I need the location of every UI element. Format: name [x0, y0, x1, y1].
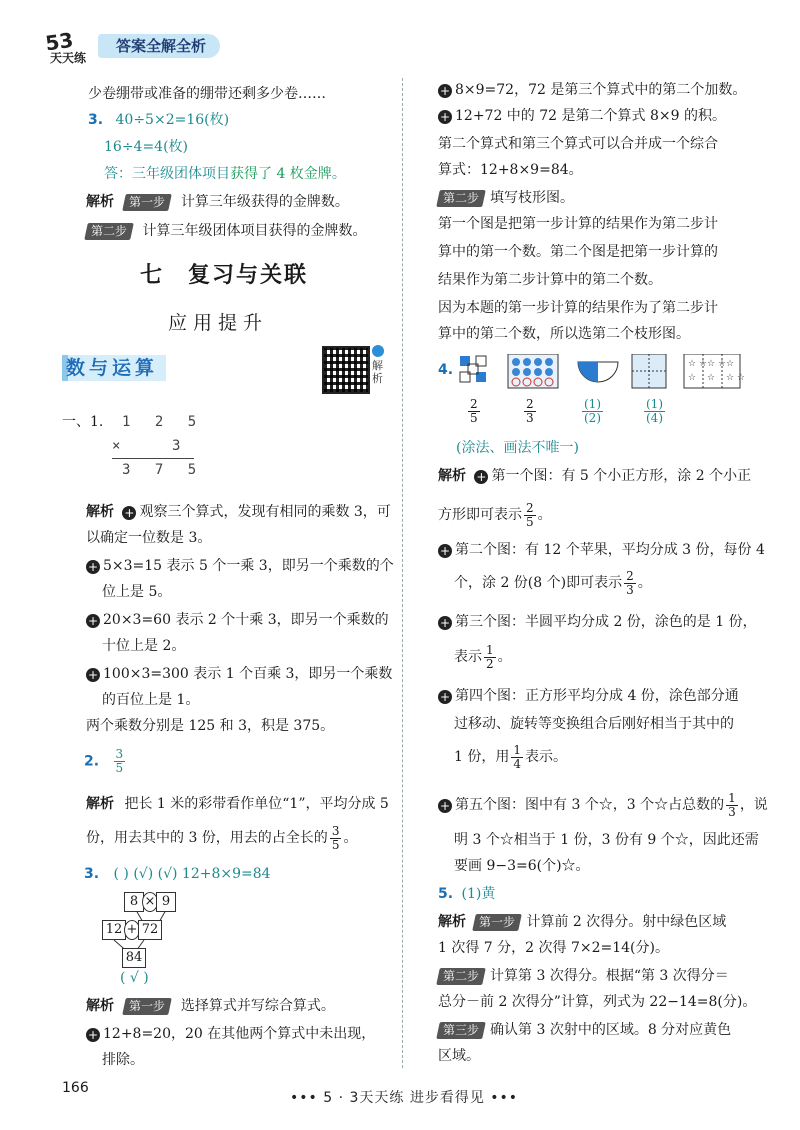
analysis-3: 解析 第一步 选择算式并写综合算式。: [86, 998, 335, 1014]
text-line: 1 次得 7 分，2 次得 7×2=14(分)。: [438, 940, 669, 956]
bullet-icon: +: [439, 616, 451, 630]
svg-text:☆ ☆: ☆ ☆: [707, 359, 726, 369]
analysis-step-2: 第二步 计算三年级团体项目获得的金牌数。: [86, 221, 366, 241]
problem-number: 一、1.: [62, 414, 104, 430]
analysis-bullet: + 8×9=72，72 是第三个算式中的第二个加数。: [439, 82, 747, 98]
q4-note: (涂法、画法不唯一): [456, 440, 579, 456]
answer-equation: 16÷4=4(枚): [104, 139, 189, 155]
text-line: 总分－前 2 次得分”计算，列式为 22−14=8(分)。: [438, 994, 757, 1010]
analysis-2: 解析 把长 1 米的彩带看作单位“1”，平均分成 5: [86, 796, 389, 812]
chapter-subtitle: 应用提升: [168, 312, 269, 334]
text-line: 第二个算式和第三个算式可以合并成一个综合: [438, 136, 718, 152]
question-3b: 3. ( ) (√) (√) 12+8×9=84: [84, 866, 271, 882]
text-line: 因为本题的第一步计算的结果作为了第二步计: [438, 300, 718, 316]
tree-check: ( √ ): [120, 970, 149, 986]
text-line: 两个乘数分别是 125 和 3，积是 375。: [86, 718, 335, 734]
text-line: 过移动、旋转等变换组合后刚好相当于其中的: [454, 716, 734, 732]
analysis-bullet: + 100×3=300 表示 1 个百乘 3，即另一个乘数: [87, 666, 393, 682]
text-line: 十位上是 2。: [102, 638, 186, 654]
text-line: 算中的第一个数。第二个图是把第一步计算的: [438, 244, 718, 260]
fraction-3: $\frac{(1)}{(2)}$: [584, 397, 601, 425]
tree-operator: ×: [142, 892, 158, 912]
analysis-step-2: 第二步 填写枝形图。: [438, 188, 574, 208]
product: 3 7 5: [122, 462, 205, 478]
header-banner: 答案全解全析: [98, 34, 220, 58]
bullet-icon: +: [439, 799, 451, 813]
fraction-1: $\frac{2}{5}$: [470, 397, 478, 425]
svg-text:天天练: 天天练: [50, 51, 87, 64]
tree-box: 9: [156, 892, 176, 912]
text-line: 个，涂 2 份(8 个)即可表示 $\frac{2}{3}$ 。: [454, 568, 652, 597]
fraction-figures: [456, 354, 746, 390]
text-line: 算中的第二个数，所以选第二个枝形图。: [438, 326, 690, 342]
analysis-step-1: 解析 第一步 计算三年级获得的金牌数。: [86, 194, 349, 210]
analysis-label: 解析: [86, 194, 114, 210]
question-number: 3.: [88, 112, 104, 128]
bullet-icon: +: [87, 668, 99, 682]
svg-text:☆ ☆: ☆ ☆: [726, 373, 745, 383]
analysis-1: 解析 + 观察三个算式，发现有相同的乘数 3，可: [86, 504, 391, 520]
bullet-icon: +: [439, 690, 451, 704]
analysis-5-step-3: 第三步 确认第 3 次射中的区域。8 分对应黄色: [438, 1020, 731, 1040]
question-5: 5. (1)黄: [438, 886, 496, 902]
text-line: 要画 9−3=6(个)☆。: [454, 858, 590, 874]
question-3: [88, 110, 229, 130]
text-line: 1 份，用 $\frac{1}{4}$ 表示。: [454, 742, 567, 771]
question-4-number: 4.: [438, 362, 454, 378]
svg-text:☆ ☆: ☆ ☆: [688, 359, 707, 369]
question-2: 2. $\frac{3}{5}$: [84, 747, 124, 775]
bullet-icon: +: [439, 110, 451, 124]
brand-logo: [44, 26, 102, 64]
text-line: 第一个图是把第一步计算的结果作为第二步计: [438, 216, 718, 232]
text-line: 的百位上是 1。: [102, 692, 200, 708]
answer-sentence: 答：三年级团体项目获得了 4 枚金牌。: [104, 166, 346, 182]
text-line: 结果作为第二步计算中的第二个数。: [438, 272, 662, 288]
fraction-2: $\frac{2}{3}$: [526, 397, 534, 425]
analysis-bullet: + 第四个图：正方形平均分成 4 份，涂色部分通: [439, 688, 739, 704]
analysis-bullet: + 第二个图：有 12 个苹果，平均分成 3 份，每份 4: [439, 542, 765, 558]
text-line: 排除。: [102, 1052, 144, 1068]
qr-code[interactable]: [322, 346, 370, 394]
svg-text:☆: ☆: [707, 373, 716, 383]
qr-label: 解析: [372, 345, 386, 385]
analysis-bullet: + 20×3=60 表示 2 个十乘 3，即另一个乘数的: [87, 612, 389, 628]
analysis-bullet: + 5×3=15 表示 5 个一乘 3，即另一个乘数的个: [87, 558, 394, 574]
answer-equation: 40÷5×2=16(枚): [115, 112, 230, 128]
text-line: 明 3 个☆相当于 1 份，3 份有 9 个☆，因此还需: [454, 832, 759, 848]
section-title: 数与运算: [66, 357, 159, 379]
bullet-icon: +: [439, 84, 451, 98]
analysis-bullet: + 12+72 中的 72 是第二个算式 8×9 的积。: [439, 108, 726, 124]
tree-box: 12: [102, 920, 126, 940]
footer-slogan: ••• 5 · 3天天练 进步看得见 •••: [290, 1090, 519, 1106]
text-line: 以确定一位数是 3。: [86, 530, 212, 546]
text-line: 方形即可表示 $\frac{2}{5}$ 。: [438, 500, 552, 529]
fraction-4: $\frac{(1)}{(4)}$: [646, 397, 663, 425]
bullet-icon: +: [476, 470, 487, 484]
text-line: 位上是 5。: [102, 584, 172, 600]
bullet-icon: +: [87, 560, 99, 574]
multiplicand: 1 2 5: [122, 414, 205, 430]
tree-box: 72: [138, 920, 162, 940]
text-line: 表示 $\frac{1}{2}$ 。: [454, 642, 512, 671]
page-number: 166: [62, 1080, 89, 1096]
svg-text:☆: ☆: [726, 359, 735, 369]
svg-text:☆: ☆: [688, 373, 697, 383]
bullet-icon: +: [124, 506, 135, 520]
text-line: 区域。: [438, 1048, 480, 1064]
analysis-bullet: + 12+8=20，20 在其他两个算式中未出现，: [87, 1026, 376, 1042]
bullet-icon: +: [87, 614, 99, 628]
text-line: 算式：12+8×9=84。: [438, 162, 583, 178]
text-line: 少卷绷带或准备的绷带还剩多少卷……: [88, 86, 326, 102]
bullet-icon: +: [439, 544, 451, 558]
play-icon: [372, 345, 384, 357]
multiplier: 3: [172, 438, 181, 454]
tree-operator: +: [124, 920, 140, 940]
text-line: 份，用去其中的 3 份，用去的占全长的 $\frac{3}{5}$ 。: [86, 823, 358, 852]
svg-text:53: 53: [44, 27, 75, 56]
tree-box: 84: [122, 948, 146, 968]
analysis-5-step-1: 解析 第一步 计算前 2 次得分。射中绿色区域: [438, 914, 727, 930]
chapter-title: 七 复习与关联: [140, 263, 309, 288]
analysis-bullet: + 第五个图：图中有 3 个☆，3 个☆占总数的 $\frac{1}{3}$ ，说: [439, 790, 768, 819]
tree-box: 8: [124, 892, 144, 912]
step-tag: 第二步: [84, 223, 134, 240]
times-sign: ×: [112, 438, 121, 454]
step-tag: 第一步: [123, 194, 173, 211]
analysis-4: 解析 + 第一个图：有 5 个小正方形，涂 2 个小正: [438, 468, 752, 484]
analysis-bullet: + 第三个图：半圆平均分成 2 份，涂色的是 1 份，: [439, 614, 757, 630]
analysis-5-step-2: 第二步 计算第 3 次得分。根据“第 3 次得分＝: [438, 966, 729, 986]
column-divider: [402, 78, 403, 1068]
bullet-icon: +: [87, 1028, 99, 1042]
calc-line: [112, 458, 194, 459]
